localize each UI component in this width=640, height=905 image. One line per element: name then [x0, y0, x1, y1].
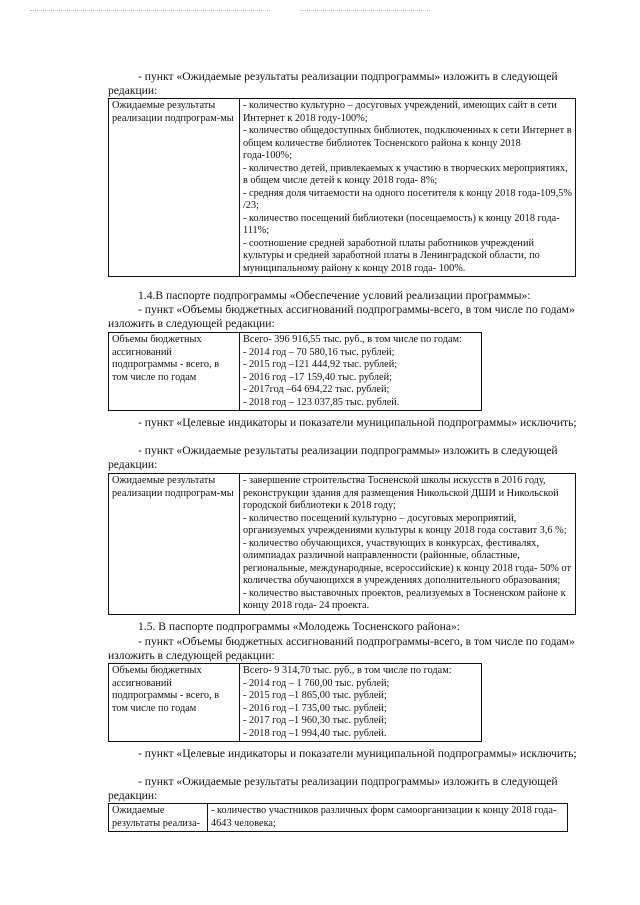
- paragraph: - пункт «Ожидаемые результаты реализации подпрограммы» изложить в следующей редакции:: [108, 444, 558, 471]
- list-item: - количество посещений библиотеки (посещаемость) к концу 2018 года- 111%;: [243, 212, 560, 236]
- list-item: - количество участников различных форм самоорганизации к концу 2018 года- 4643 человека;: [211, 805, 557, 829]
- paragraph: - пункт «Ожидаемые результаты реализации подпрограммы» изложить в следующей редакции:: [108, 775, 558, 802]
- list-item: - завершение строительства Тосненской школы искусств в 2016 году, реконструкции здания для размещения Никольской ДШИ и Никольской городской библиотеки к 2018 году;: [243, 475, 559, 511]
- list-item: - количество детей, привлекаемых к участию в творческих мероприятиях, в общем числе детей к концу 2018 года- 8%;: [243, 162, 568, 186]
- scan-artifact-line: [30, 10, 270, 11]
- paragraph: 1.4.В паспорте подпрограммы «Обеспечение условий реализации программы»:: [138, 289, 531, 302]
- table-content: [240, 333, 482, 411]
- list-item: Всего- 396 916,55 тыс. руб., в том числе по годам:: [243, 334, 462, 345]
- list-item: - 2017год –64 694,22 тыс. рублей;: [243, 384, 390, 395]
- list-item: - 2015 год –121 444,92 тыс. рублей;: [243, 359, 398, 370]
- paragraph: - пункт «Целевые индикаторы и показатели муниципальной подпрограммы» исключить;: [138, 416, 577, 429]
- results-table-1: [108, 98, 576, 277]
- table-label: Ожидаемые результаты реализации подпрограм-мы: [109, 474, 240, 615]
- results-table-3: [108, 803, 568, 832]
- paragraph: - пункт «Объемы бюджетных ассигнований подпрограммы-всего, в том числе по годам» изложить в следующей редакции:: [108, 303, 575, 330]
- table-content: [208, 804, 568, 832]
- list-item: - 2014 год – 1 760,00 тыс. рублей;: [243, 677, 390, 689]
- list-item: - 2017 год –1 960,30 тыс. рублей;: [243, 715, 387, 726]
- table-label: Ожидаемые результаты реализа-: [109, 804, 208, 832]
- list-item: - средняя доля читаемости на одного посетителя к концу 2018 года-109,5% /23;: [243, 187, 572, 211]
- list-item: - 2016 год –17 159,40 тыс. рублей;: [243, 371, 392, 383]
- results-table-2: [108, 473, 576, 615]
- list-item: - 2018 год –1 994,40 тыс. рублей.: [243, 727, 387, 739]
- paragraph: 1.5. В паспорте подпрограммы «Молодежь Тосненского района»:: [138, 620, 461, 633]
- list-item: - количество посещений культурно – досуговых мероприятий, организуемых учреждениями культуры к концу 2018 года составит 3,6 %;: [243, 512, 567, 536]
- paragraph: - пункт «Объемы бюджетных ассигнований подпрограммы-всего, в том числе по годам» изложить в следующей редакции:: [108, 635, 575, 662]
- budget-table-2: [108, 663, 482, 742]
- list-item: Всего- 9 314,70 тыс. руб., в том числе по годам:: [243, 665, 452, 676]
- list-item: - количество выставочных проектов, реализуемых в Тосненском районе к концу 2018 года- 24 проекта.: [243, 587, 566, 611]
- table-content: [240, 664, 482, 742]
- budget-table-1: [108, 332, 482, 411]
- list-item: - количество общедоступных библиотек, подключенных к сети Интернет в общем количестве библиотек Тосненского района к концу 2018 года-100%;: [243, 125, 572, 161]
- list-item: - 2016 год –1 735,00 тыс. рублей;: [243, 702, 387, 714]
- table-content: [240, 99, 576, 277]
- table-label: Объемы бюджетных ассигнований подпрограммы - всего, в том числе по годам: [109, 664, 240, 742]
- list-item: - соотношение средней заработной платы работников учреждений культуры и средней заработной платы в Ленинградской области, по муниципальному району к концу 2018 года- 100%.: [243, 237, 540, 274]
- scan-artifact-line: [300, 10, 430, 11]
- table-label: Ожидаемые результаты реализации подпрограм-мы: [109, 99, 240, 277]
- list-item: - количество обучающихся, участвующих в конкурсах, фестивалях, олимпиадах различной направленности (районные, областные, региональные, международные, всероссийские) к концу 2018 года- 50% от количества обучающихся в учреждениях дополнительного образования;: [243, 537, 571, 586]
- list-item: - 2015 год –1 865,00 тыс. рублей;: [243, 690, 387, 701]
- paragraph: - пункт «Целевые индикаторы и показатели муниципальной подпрограммы» исключить;: [138, 747, 577, 760]
- list-item: - 2018 год – 123 037,85 тыс. рублей.: [243, 396, 400, 408]
- table-content: [240, 474, 576, 615]
- list-item: - количество культурно – досуговых учреждений, имеющих сайт в сети Интернет к 2018 году-100%;: [243, 100, 557, 124]
- paragraph: - пункт «Ожидаемые результаты реализации подпрограммы» изложить в следующей редакции:: [108, 70, 558, 97]
- table-label: Объемы бюджетных ассигнований подпрограммы - всего, в том числе по годам: [109, 333, 240, 411]
- list-item: - 2014 год – 70 580,16 тыс. рублей;: [243, 346, 395, 358]
